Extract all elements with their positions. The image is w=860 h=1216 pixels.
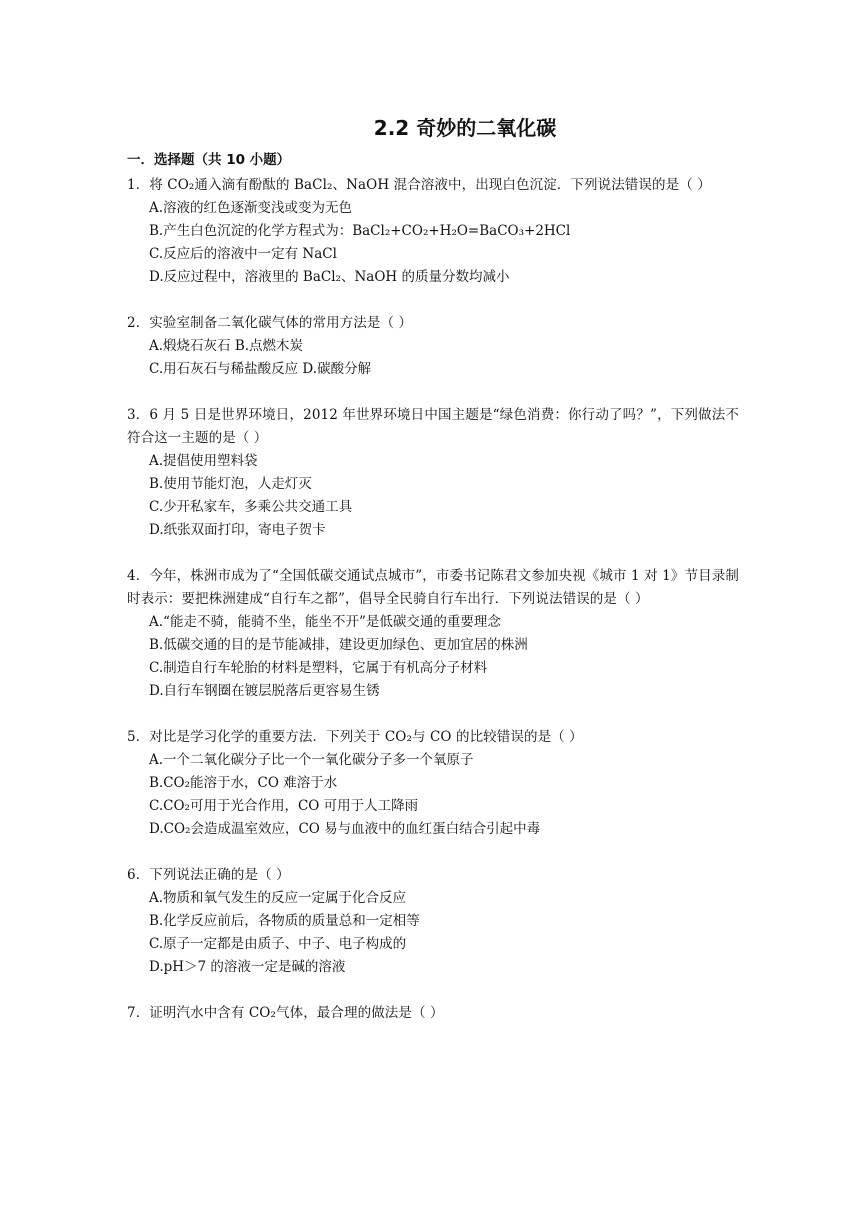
question-7 (127, 1002, 739, 1025)
document-title: 2.2 奇妙的二氧化碳 (373, 116, 557, 140)
option-b: B.CO₂能溶于水，CO 难溶于水 (149, 775, 338, 791)
question-stem: 7．证明汽水中含有 CO₂气体，最合理的做法是（ ） (127, 1005, 444, 1021)
option-b: B.产生白色沉淀的化学方程式为：BaCl₂+CO₂+H₂O=BaCO₃+2HCl (149, 223, 571, 239)
option-a: A.溶液的红色逐渐变浅或变为无色 (149, 200, 353, 216)
option-a: A.物质和氧气发生的反应一定属于化合反应 (149, 890, 407, 906)
question-3 (127, 404, 739, 542)
option-a-b: A.煅烧石灰石 B.点燃木炭 (149, 338, 304, 354)
option-d: D.pH＞7 的溶液一定是碱的溶液 (149, 959, 346, 975)
question-stem: 4．今年，株洲市成为了“全国低碳交通试点城市”，市委书记陈君文参加央视《城市 1 对 1》节目录制时表示：要把株洲建成“自行车之都”，倡导全民骑自行车出行．下列说法错误的是（ ） (127, 568, 739, 607)
option-b: B.低碳交通的目的是节能减排，建设更加绿色、更加宜居的株洲 (149, 637, 528, 653)
option-d: D.CO₂会造成温室效应，CO 易与血液中的血红蛋白结合引起中毒 (149, 821, 541, 837)
section-heading: 一．选择题（共 10 小题） (127, 152, 291, 168)
option-b: B.使用节能灯泡，人走灯灭 (149, 476, 312, 492)
option-a: A.“能走不骑，能骑不坐，能坐不开”是低碳交通的重要理念 (149, 614, 501, 630)
option-a: A.一个二氧化碳分子比一个一氧化碳分子多一个氧原子 (149, 752, 474, 768)
option-a: A.提倡使用塑料袋 (149, 453, 258, 469)
question-2 (127, 312, 739, 381)
question-6 (127, 864, 739, 979)
question-1 (127, 174, 739, 289)
option-b: B.化学反应前后，各物质的质量总和一定相等 (149, 913, 420, 929)
option-d: D.纸张双面打印，寄电子贺卡 (149, 522, 326, 538)
question-list (127, 174, 739, 1048)
question-stem: 6．下列说法正确的是（ ） (127, 867, 290, 883)
option-c: C.CO₂可用于光合作用，CO 可用于人工降雨 (149, 798, 419, 814)
question-stem: 1．将 CO₂通入滴有酚酞的 BaCl₂、NaOH 混合溶液中，出现白色沉淀．下列说法错误的是（ ） (127, 177, 711, 193)
option-c: C.反应后的溶液中一定有 NaCl (149, 246, 337, 262)
question-5 (127, 726, 739, 841)
option-c: C.制造自行车轮胎的材料是塑料，它属于有机高分子材料 (149, 660, 488, 676)
question-stem: 2．实验室制备二氧化碳气体的常用方法是（ ） (127, 315, 413, 331)
option-c: C.少开私家车，多乘公共交通工具 (149, 499, 353, 515)
question-stem: 3．6 月 5 日是世界环境日，2012 年世界环境日中国主题是“绿色消费：你行动了吗？”，下列做法不符合这一主题的是（ ） (127, 407, 739, 446)
option-d: D.自行车钢圈在镀层脱落后更容易生锈 (149, 683, 380, 699)
question-4 (127, 565, 739, 703)
option-c: C.原子一定都是由质子、中子、电子构成的 (149, 936, 407, 952)
option-d: D.反应过程中，溶液里的 BaCl₂、NaOH 的质量分数均减小 (149, 269, 510, 285)
question-stem: 5．对比是学习化学的重要方法．下列关于 CO₂与 CO 的比较错误的是（ ） (127, 729, 583, 745)
option-c-d: C.用石灰石与稀盐酸反应 D.碳酸分解 (149, 361, 372, 377)
